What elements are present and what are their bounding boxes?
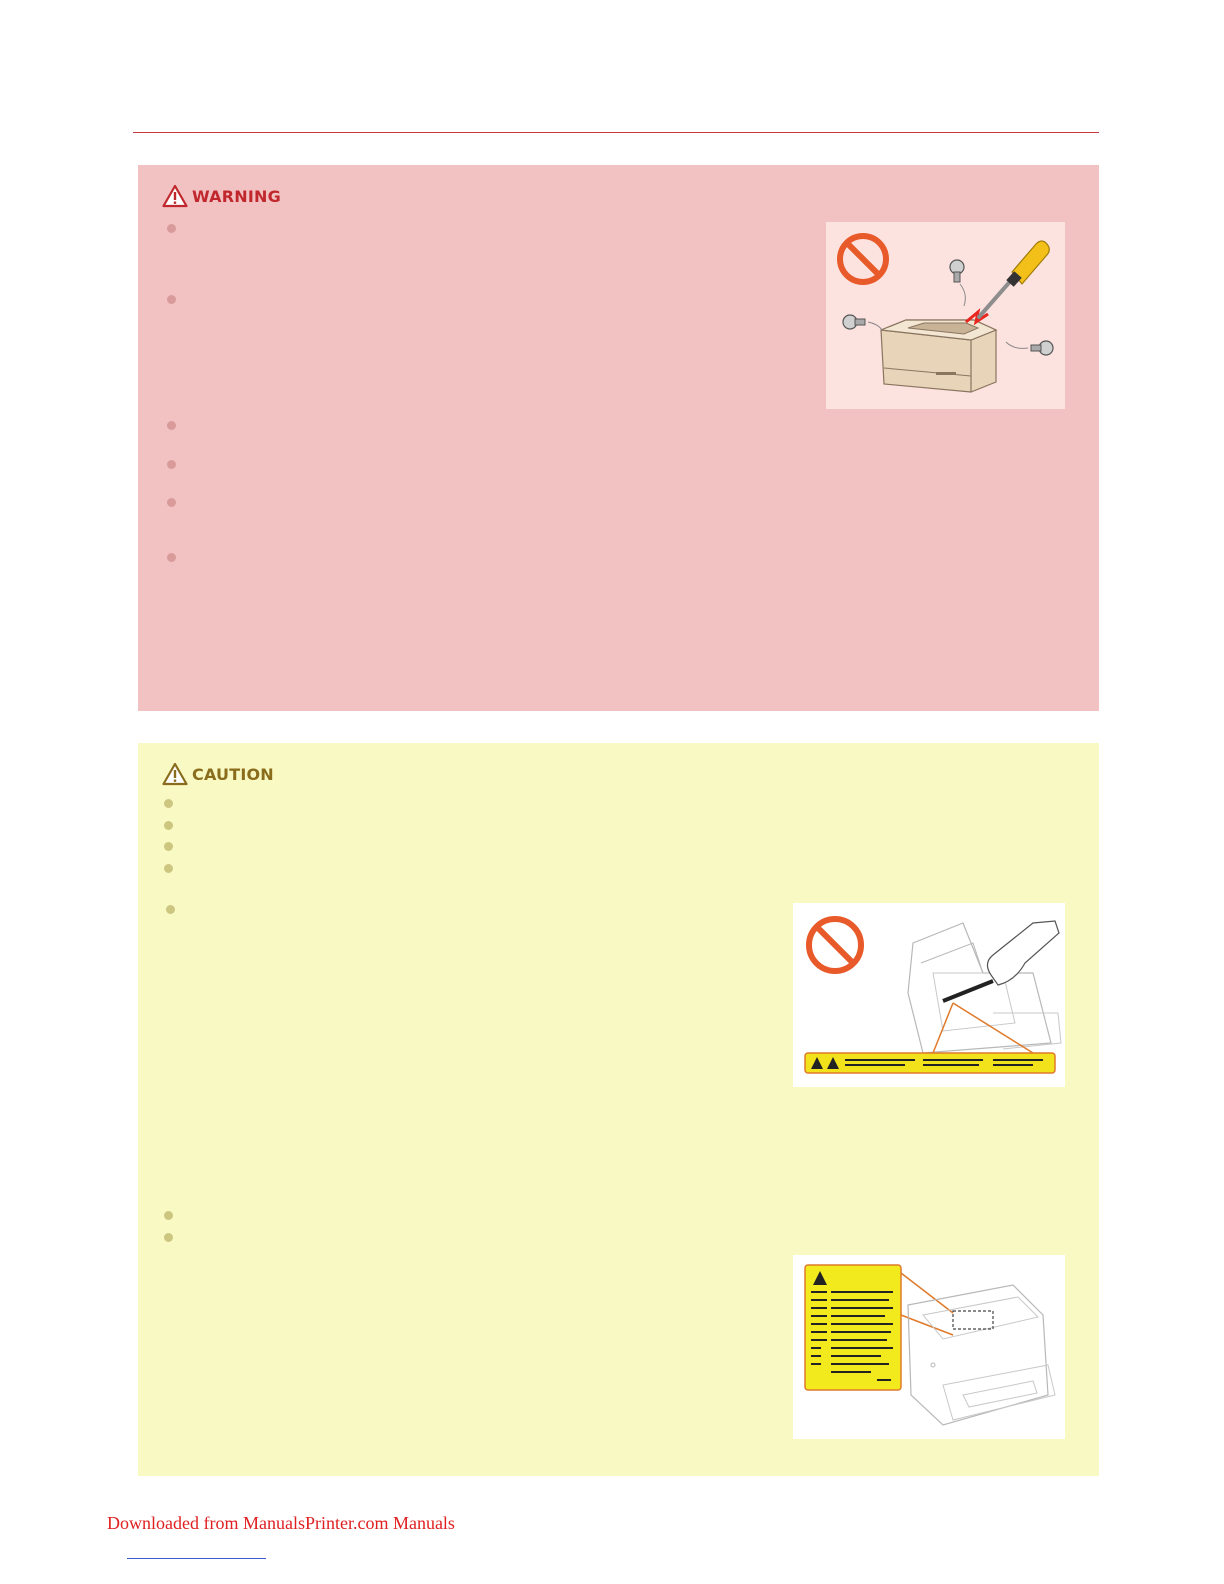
warning-bullet-3	[167, 421, 176, 430]
caution-figure-fixing-unit	[793, 903, 1065, 1087]
screw-icon	[950, 260, 965, 306]
prohibited-touch-hot-fixing-unit-icon	[793, 903, 1065, 1087]
warning-title: WARNING	[192, 186, 281, 206]
warning-bullet-1	[167, 224, 176, 233]
caution-bullet-6	[164, 1211, 173, 1220]
caution-figure-label	[793, 1255, 1065, 1439]
prohibited-disassembly-icon	[826, 222, 1065, 409]
caution-bullet-7	[164, 1233, 173, 1242]
caution-triangle-icon	[162, 762, 188, 786]
caution-bullet-4	[164, 864, 173, 873]
warning-triangle-icon	[162, 184, 188, 208]
caution-title: CAUTION	[192, 764, 274, 784]
footer-underline	[127, 1558, 266, 1559]
caution-panel	[138, 743, 1099, 1476]
caution-label-location-icon	[793, 1255, 1065, 1439]
warning-bullet-2	[167, 295, 176, 304]
warning-bullet-6	[167, 553, 176, 562]
warning-panel	[138, 165, 1099, 711]
caution-bullet-5	[166, 905, 175, 914]
caution-bullet-2	[164, 821, 173, 830]
warning-heading	[162, 184, 281, 208]
caution-bullet-3	[164, 842, 173, 851]
footer-download-link[interactable]: Downloaded from ManualsPrinter.com Manuals	[107, 1513, 455, 1533]
header-divider	[133, 132, 1099, 133]
warning-bullet-4	[167, 460, 176, 469]
warning-bullet-5	[167, 498, 176, 507]
caution-bullet-1	[164, 799, 173, 808]
caution-heading	[162, 762, 274, 786]
warning-figure	[826, 222, 1065, 409]
